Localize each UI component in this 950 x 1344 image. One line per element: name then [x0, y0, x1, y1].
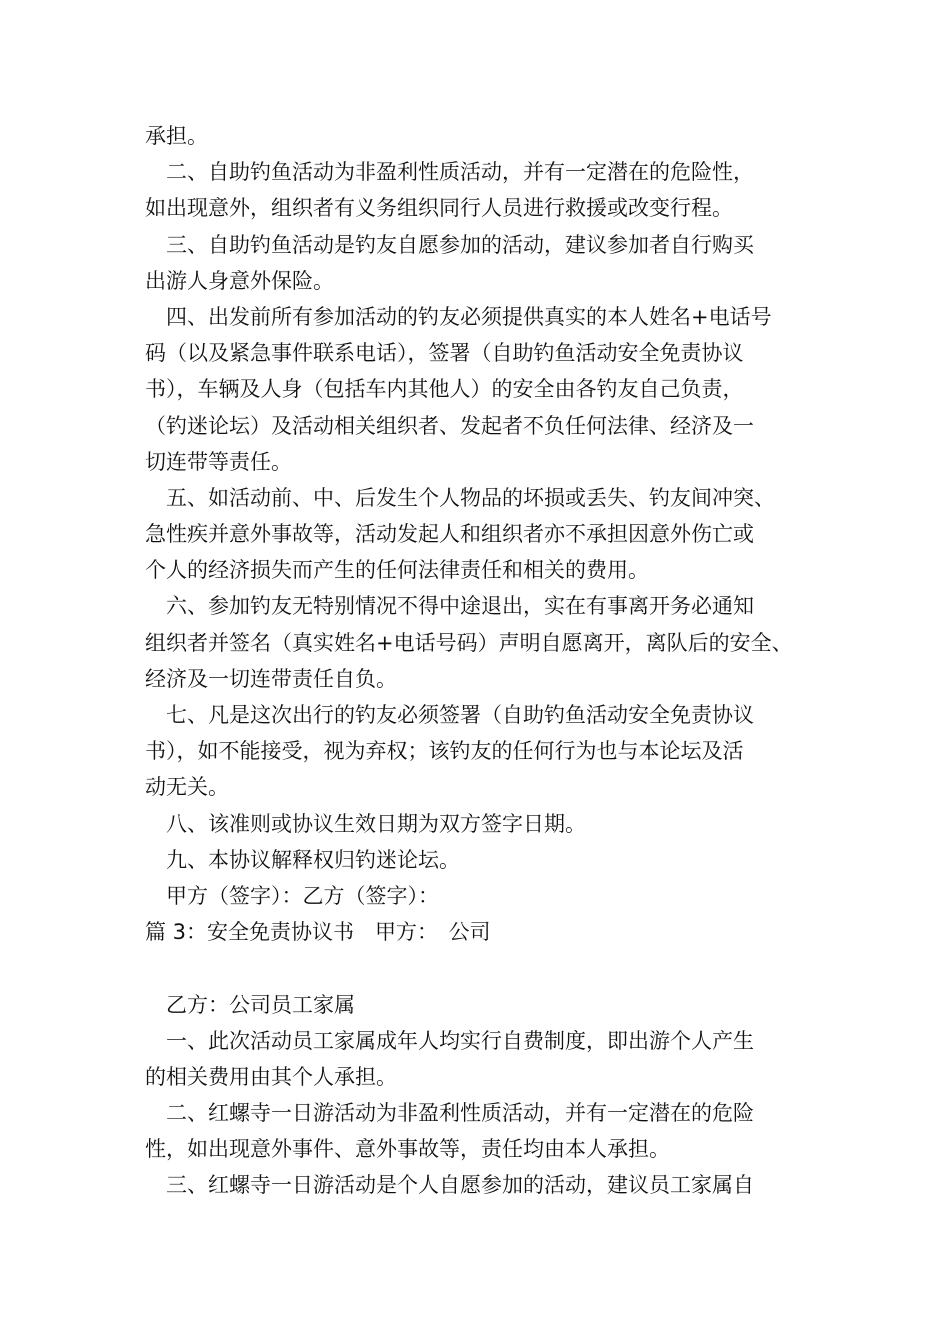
- text-line: 的相关费用由其个人承担。: [145, 1064, 397, 1089]
- text-line: 急性疾并意外事故等，活动发起人和组织者亦不承担因意外伤亡或: [145, 522, 754, 547]
- text-line: 经济及一切连带责任自负。: [145, 666, 397, 691]
- text-line: 乙方：公司员工家属: [166, 992, 355, 1017]
- text-line: 七、凡是这次出行的钓友必须签署（自助钓鱼活动安全免责协议: [166, 703, 754, 727]
- text-line: 切连带等责任。: [145, 449, 292, 474]
- text-line: 动无关。: [145, 775, 229, 800]
- text-line: 出游人身意外保险。: [145, 268, 334, 293]
- text-line: 九、本协议解释权归钓迷论坛。: [166, 847, 460, 872]
- text-line: 性，如出现意外事件、意外事故等，责任均由本人承担。: [145, 1137, 670, 1162]
- text-line: 三、红螺寺一日游活动是个人自愿参加的活动，建议员工家属自: [166, 1173, 754, 1198]
- text-line: 书），如不能接受，视为弃权；该钓友的任何行为也与本论坛及活: [145, 739, 744, 764]
- text-line: 三、自助钓鱼活动是钓友自愿参加的活动，建议参加者自行购买: [166, 232, 754, 257]
- text-line: 篇 3：安全免责协议书 甲方： 公司: [145, 920, 491, 945]
- blank-line: [145, 950, 825, 986]
- text-line: 二、红螺寺一日游活动为非盈利性质活动，并有一定潜在的危险: [166, 1101, 754, 1126]
- agreement-text: [145, 118, 825, 1204]
- text-line: 码（以及紧急事件联系电话），签署（自助钓鱼活动安全免责协议: [145, 341, 744, 366]
- text-line: 书），车辆及人身（包括车内其他人）的安全由各钓友自己负责，: [145, 377, 744, 402]
- text-line: 组织者并签名（真实姓名+电话号码）声明自愿离开，离队后的安全、: [145, 630, 793, 655]
- text-line: 承担。: [145, 124, 208, 148]
- text-line: 六、参加钓友无特别情况不得中途退出，实在有事离开务必通知: [166, 594, 754, 619]
- text-line: 八、该准则或协议生效日期为双方签字日期。: [166, 811, 586, 836]
- text-line: 二、自助钓鱼活动为非盈利性质活动，并有一定潜在的危险性，: [166, 160, 754, 185]
- text-line: 甲方（签字）：乙方（签字）：: [166, 883, 439, 908]
- text-line: （钓迷论坛）及活动相关组织者、发起者不负任何法律、经济及一: [145, 413, 754, 438]
- text-line: 个人的经济损失而产生的任何法律责任和相关的费用。: [145, 558, 649, 583]
- text-line: 如出现意外，组织者有义务组织同行人员进行救援或改变行程。: [145, 196, 733, 221]
- text-line: 四、出发前所有参加活动的钓友必须提供真实的本人姓名+电话号: [166, 304, 772, 329]
- text-line: 五、如活动前、中、后发生个人物品的坏损或丢失、钓友间冲突、: [166, 485, 775, 510]
- text-line: 一、此次活动员工家属成年人均实行自费制度，即出游个人产生: [166, 1028, 754, 1053]
